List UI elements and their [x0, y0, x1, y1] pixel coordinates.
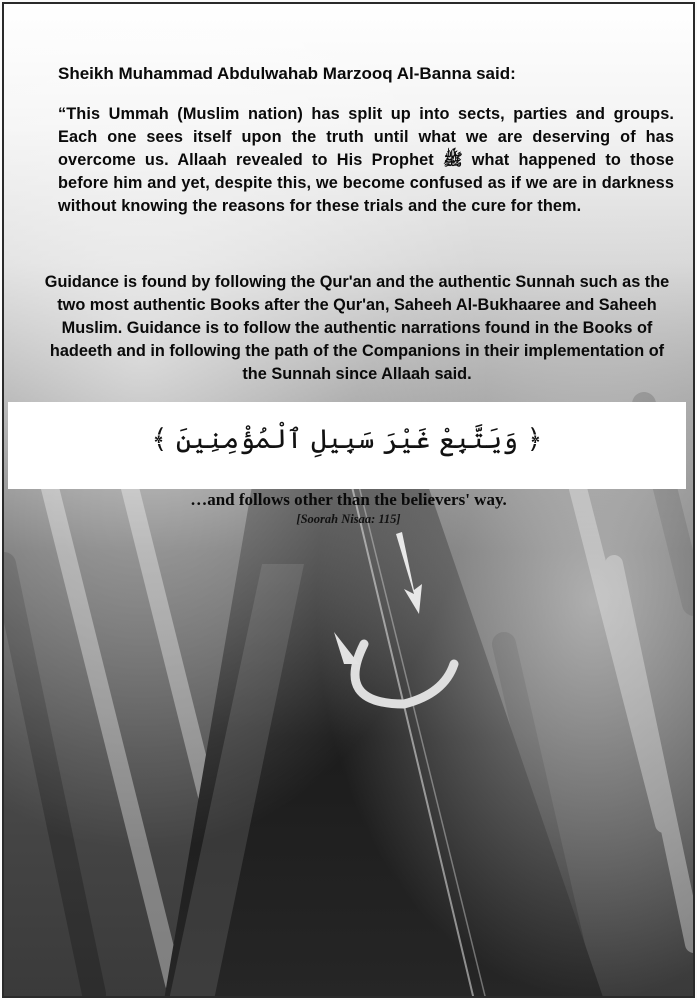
quran-verse-arabic: ﴿ وَيَتَّبِعْ غَيْرَ سَبِيلِ ٱلْمُؤْمِنِينَ ﴾: [151, 424, 543, 455]
verse-reference: [Soorah Nisaa: 115]: [296, 512, 401, 526]
guidance-paragraph: Guidance is found by following the Qur'an and the authentic Sunnah such as the two most authentic Books after the Qur'an, Saheeh Al-Bukhaaree and Saheeh Muslim. Guidance is to follow the authentic narrations found in the Books of hadeeth and in following the path of the Companions in their implementation of the Sunnah since Allaah said.: [44, 273, 670, 383]
author-attribution: Sheikh Muhammad Abdulwahab Marzooq Al-Banna said:: [58, 64, 516, 83]
quran-verse-box: [8, 402, 686, 489]
quote-paragraph: “This Ummah (Muslim nation) has split up into sects, parties and groups. Each one sees itself upon the truth until what we are deserving of has overcome us. Allaah revealed to His Prophet ﷺ what happened to those before him and yet, despite this, we become confused as if we are in darkness without knowing the reasons for these trials and the cure for them.: [58, 105, 675, 215]
verse-translation: …and follows other than the believers' way.: [190, 490, 507, 509]
